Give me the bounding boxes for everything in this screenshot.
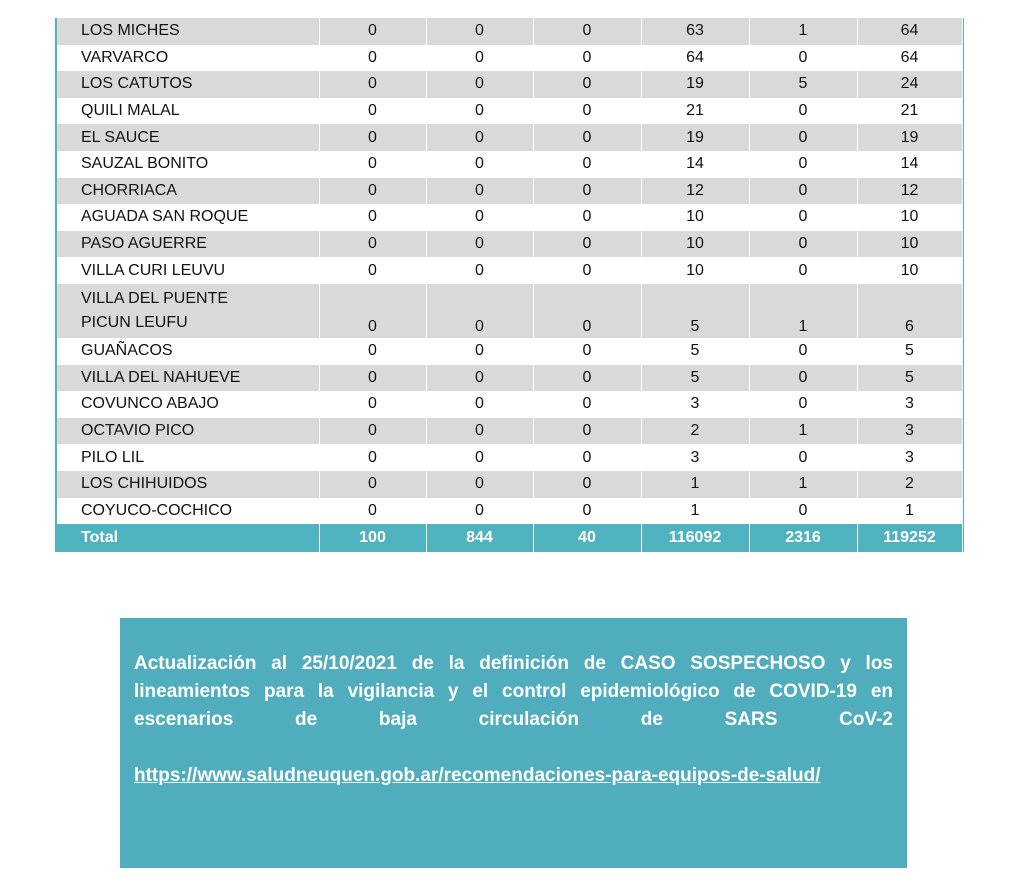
cell-value: 10 xyxy=(857,257,962,284)
cell-value: 0 xyxy=(533,284,641,338)
locality-name xyxy=(57,204,319,231)
update-notice xyxy=(120,618,907,868)
cell-value: 0 xyxy=(426,284,533,338)
locality-name-line: LOS MICHES xyxy=(81,22,180,40)
cell-value: 0 xyxy=(426,18,533,45)
notice-link[interactable]: https://www.saludneuquen.gob.ar/recomendaciones-para-equipos-de-salud/ xyxy=(134,765,821,786)
cell-value: 0 xyxy=(533,257,641,284)
table-row xyxy=(57,178,962,205)
locality-name xyxy=(57,444,319,471)
table-row xyxy=(57,45,962,72)
cell-value: 0 xyxy=(533,124,641,151)
cell-value: 0 xyxy=(319,124,426,151)
locality-name-line: GUAÑACOS xyxy=(81,342,173,360)
cell-value: 14 xyxy=(857,151,962,178)
cell-value: 0 xyxy=(319,45,426,72)
cell-value: 0 xyxy=(426,498,533,525)
cell-value: 0 xyxy=(426,365,533,392)
locality-name xyxy=(57,151,319,178)
cell-value: 0 xyxy=(533,444,641,471)
table-row xyxy=(57,124,962,151)
cell-value: 0 xyxy=(749,151,857,178)
cell-value: 0 xyxy=(426,98,533,125)
cell-value: 0 xyxy=(533,391,641,418)
cell-value: 10 xyxy=(641,231,749,258)
cell-value: 0 xyxy=(426,418,533,445)
cell-value: 21 xyxy=(857,98,962,125)
total-value: 119252 xyxy=(857,524,962,552)
locality-name-line: COYUCO-COCHICO xyxy=(81,501,233,519)
locality-name xyxy=(57,338,319,365)
locality-name-line: PILO LIL xyxy=(81,448,145,466)
cell-value: 0 xyxy=(749,178,857,205)
cell-value: 0 xyxy=(319,71,426,98)
cell-value: 19 xyxy=(857,124,962,151)
cell-value: 0 xyxy=(533,418,641,445)
total-value: 40 xyxy=(533,524,641,552)
total-row xyxy=(57,524,962,552)
total-label: Total xyxy=(57,524,319,552)
total-value: 100 xyxy=(319,524,426,552)
locality-name-line: OCTAVIO PICO xyxy=(81,422,195,440)
cell-value: 3 xyxy=(641,391,749,418)
cell-value: 5 xyxy=(857,365,962,392)
cell-value: 0 xyxy=(533,338,641,365)
cell-value: 5 xyxy=(641,284,749,338)
cell-value: 1 xyxy=(641,471,749,498)
cell-value: 1 xyxy=(749,418,857,445)
cell-value: 1 xyxy=(857,498,962,525)
total-value: 116092 xyxy=(641,524,749,552)
cell-value: 0 xyxy=(533,231,641,258)
table-row xyxy=(57,391,962,418)
cell-value: 0 xyxy=(749,391,857,418)
cell-value: 12 xyxy=(641,178,749,205)
cell-value: 0 xyxy=(533,178,641,205)
cell-value: 0 xyxy=(319,471,426,498)
total-value: 2316 xyxy=(749,524,857,552)
cell-value: 0 xyxy=(319,338,426,365)
locality-name xyxy=(57,231,319,258)
table-row xyxy=(57,204,962,231)
cell-value: 0 xyxy=(426,45,533,72)
table-row xyxy=(57,338,962,365)
cell-value: 0 xyxy=(533,45,641,72)
cell-value: 0 xyxy=(533,204,641,231)
cell-value: 0 xyxy=(533,71,641,98)
cell-value: 3 xyxy=(857,444,962,471)
cell-value: 0 xyxy=(749,231,857,258)
cell-value: 0 xyxy=(426,444,533,471)
locality-name-line: COVUNCO ABAJO xyxy=(81,395,219,413)
locality-name-line: VILLA CURI LEUVU xyxy=(81,261,226,279)
locality-name xyxy=(57,18,319,45)
cell-value: 0 xyxy=(426,231,533,258)
cell-value: 0 xyxy=(426,338,533,365)
cell-value: 0 xyxy=(319,257,426,284)
cell-value: 0 xyxy=(319,391,426,418)
table-row xyxy=(57,444,962,471)
cell-value: 5 xyxy=(857,338,962,365)
table-row xyxy=(57,284,962,338)
table-row xyxy=(57,471,962,498)
cell-value: 24 xyxy=(857,71,962,98)
locality-name-line: PASO AGUERRE xyxy=(81,235,207,253)
cell-value: 0 xyxy=(749,338,857,365)
cell-value: 0 xyxy=(749,257,857,284)
locality-name xyxy=(57,418,319,445)
locality-name xyxy=(57,284,319,338)
cell-value: 5 xyxy=(641,338,749,365)
cell-value: 0 xyxy=(319,98,426,125)
locality-name xyxy=(57,498,319,525)
cell-value: 12 xyxy=(857,178,962,205)
cell-value: 10 xyxy=(857,231,962,258)
locality-name-line: PICUN LEUFU xyxy=(81,313,188,331)
locality-name xyxy=(57,365,319,392)
cell-value: 0 xyxy=(319,365,426,392)
cell-value: 0 xyxy=(426,204,533,231)
table-body xyxy=(57,18,962,552)
cell-value: 63 xyxy=(641,18,749,45)
cell-value: 0 xyxy=(533,18,641,45)
locality-name-line: CHORRIACA xyxy=(81,181,178,199)
cell-value: 0 xyxy=(749,45,857,72)
cell-value: 21 xyxy=(641,98,749,125)
cell-value: 2 xyxy=(641,418,749,445)
cell-value: 0 xyxy=(319,231,426,258)
table-row xyxy=(57,98,962,125)
cell-value: 6 xyxy=(857,284,962,338)
cell-value: 2 xyxy=(857,471,962,498)
locality-name xyxy=(57,71,319,98)
cell-value: 0 xyxy=(319,444,426,471)
cell-value: 1 xyxy=(749,471,857,498)
locality-name-line: QUILI MALAL xyxy=(81,102,180,120)
table-row xyxy=(57,257,962,284)
cell-value: 0 xyxy=(426,71,533,98)
cell-value: 0 xyxy=(319,418,426,445)
cell-value: 0 xyxy=(533,151,641,178)
cell-value: 0 xyxy=(533,365,641,392)
cell-value: 5 xyxy=(749,71,857,98)
locality-name-line: EL SAUCE xyxy=(81,128,160,146)
cell-value: 64 xyxy=(641,45,749,72)
cell-value: 10 xyxy=(641,257,749,284)
cell-value: 0 xyxy=(426,178,533,205)
cell-value: 0 xyxy=(749,204,857,231)
cell-value: 0 xyxy=(319,284,426,338)
cell-value: 0 xyxy=(426,471,533,498)
cell-value: 0 xyxy=(749,444,857,471)
cell-value: 3 xyxy=(857,418,962,445)
cell-value: 5 xyxy=(641,365,749,392)
cell-value: 64 xyxy=(857,18,962,45)
cell-value: 0 xyxy=(426,257,533,284)
cell-value: 0 xyxy=(319,18,426,45)
notice-text: Actualización al 25/10/2021 de la definición de CASO SOSPECHOSO y los lineamientos para la vigilancia y el control epidemiológico de COVID-19 en escenarios de baja circulación de SARS CoV-2 xyxy=(134,653,893,730)
locality-name xyxy=(57,391,319,418)
cell-value: 10 xyxy=(641,204,749,231)
locality-name-line: VILLA DEL NAHUEVE xyxy=(81,368,241,386)
cell-value: 0 xyxy=(533,498,641,525)
table-row xyxy=(57,231,962,258)
cell-value: 0 xyxy=(533,471,641,498)
cell-value: 0 xyxy=(749,498,857,525)
locality-name xyxy=(57,471,319,498)
cell-value: 0 xyxy=(426,124,533,151)
table-row xyxy=(57,71,962,98)
locality-name xyxy=(57,178,319,205)
cell-value: 1 xyxy=(749,18,857,45)
cell-value: 0 xyxy=(426,391,533,418)
total-value: 844 xyxy=(426,524,533,552)
cell-value: 0 xyxy=(533,98,641,125)
cell-value: 0 xyxy=(319,178,426,205)
cell-value: 0 xyxy=(749,365,857,392)
locality-name xyxy=(57,45,319,72)
table-row xyxy=(57,418,962,445)
locality-name xyxy=(57,98,319,125)
cell-value: 0 xyxy=(749,124,857,151)
cell-value: 19 xyxy=(641,71,749,98)
locality-name-line: LOS CATUTOS xyxy=(81,75,193,93)
locality-name-line: LOS CHIHUIDOS xyxy=(81,475,208,493)
table-row xyxy=(57,498,962,525)
table-row xyxy=(57,151,962,178)
cell-value: 0 xyxy=(319,204,426,231)
cell-value: 0 xyxy=(319,498,426,525)
locality-name-line: VILLA DEL PUENTE xyxy=(81,289,229,307)
cell-value: 3 xyxy=(857,391,962,418)
locality-name-line: VARVARCO xyxy=(81,48,169,66)
cell-value: 0 xyxy=(749,98,857,125)
cell-value: 1 xyxy=(749,284,857,338)
cases-table xyxy=(55,18,964,552)
cell-value: 10 xyxy=(857,204,962,231)
cases-table-grid xyxy=(57,18,963,552)
table-row xyxy=(57,18,962,45)
cell-value: 64 xyxy=(857,45,962,72)
cell-value: 3 xyxy=(641,444,749,471)
locality-name xyxy=(57,257,319,284)
locality-name xyxy=(57,124,319,151)
locality-name-line: AGUADA SAN ROQUE xyxy=(81,208,249,226)
cell-value: 0 xyxy=(319,151,426,178)
table-row xyxy=(57,365,962,392)
cell-value: 1 xyxy=(641,498,749,525)
cell-value: 14 xyxy=(641,151,749,178)
cell-value: 19 xyxy=(641,124,749,151)
cell-value: 0 xyxy=(426,151,533,178)
locality-name-line: SAUZAL BONITO xyxy=(81,155,209,173)
